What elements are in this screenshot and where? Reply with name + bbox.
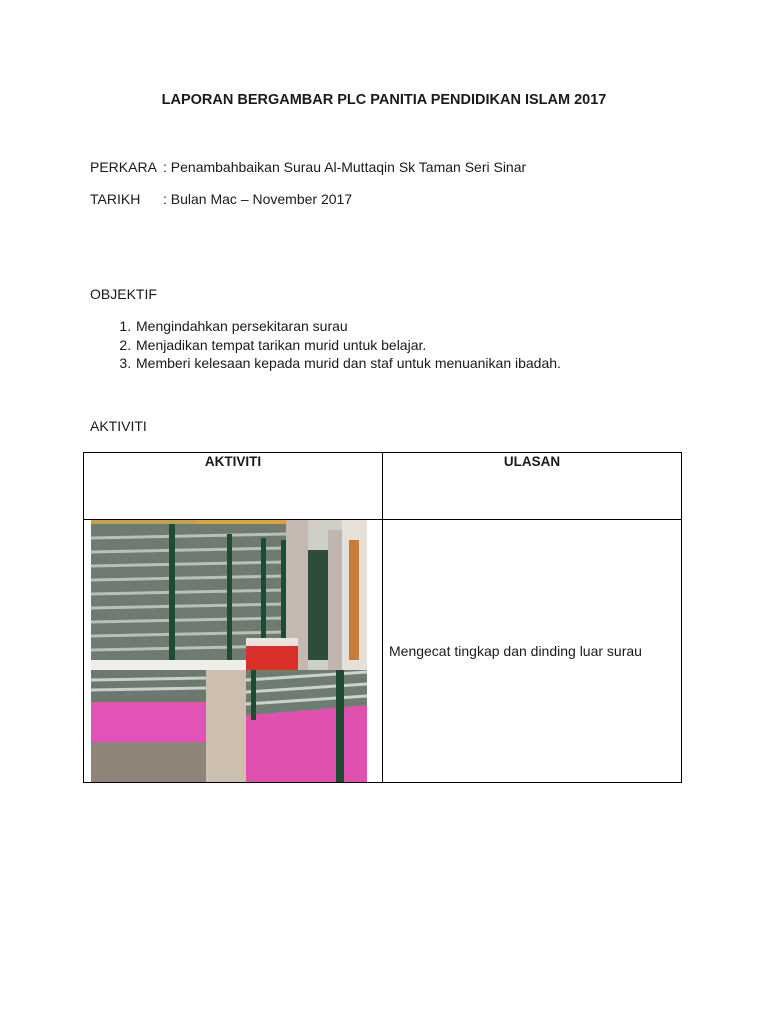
column-header-ulasan: ULASAN (383, 453, 682, 520)
tarikh-label: TARIKH (90, 191, 141, 207)
activity-photo (91, 520, 367, 782)
ulasan-cell: Mengecat tingkap dan dinding luar surau (383, 520, 682, 783)
aktiviti-table (83, 452, 682, 783)
tarikh-value: : Bulan Mac – November 2017 (163, 191, 353, 207)
perkara-label: PERKARA (90, 159, 157, 175)
column-header-aktiviti: AKTIVITI (84, 453, 383, 520)
document-title: LAPORAN BERGAMBAR PLC PANITIA PENDIDIKAN ISLAM 2017 (161, 92, 607, 108)
objektif-heading: OBJEKTIF (90, 286, 157, 302)
aktiviti-photo-cell (84, 520, 383, 783)
perkara-value: : Penambahbaikan Surau Al-Muttaqin Sk Taman Seri Sinar (163, 159, 527, 175)
table-header-row (84, 453, 682, 520)
objektif-list (90, 317, 561, 373)
perkara-line (90, 159, 526, 175)
list-item: 1. Mengindahkan persekitaran surau (135, 317, 561, 336)
table-row (84, 520, 682, 783)
list-item: 2. Menjadikan tempat tarikan murid untuk belajar. (135, 336, 561, 355)
aktiviti-heading: AKTIVITI (90, 418, 147, 434)
list-item: 3. Memberi kelesaan kepada murid dan staf untuk menuanikan ibadah. (135, 354, 561, 373)
tarikh-line (90, 191, 352, 207)
